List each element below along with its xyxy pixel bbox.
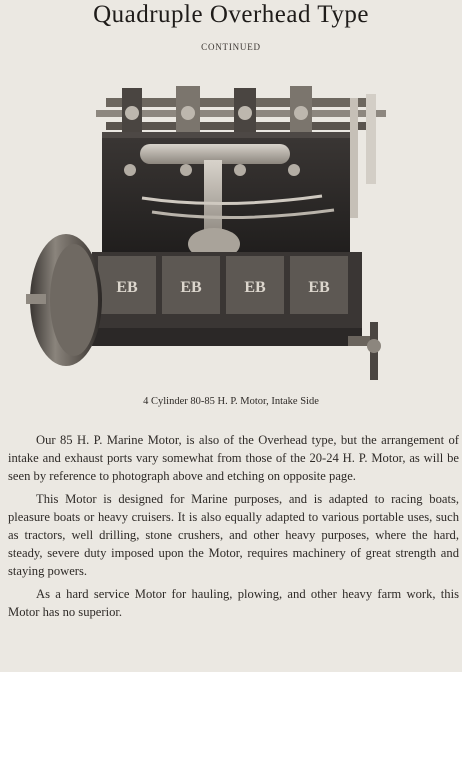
nameplate-monogram: EB (308, 279, 330, 296)
figure-caption: 4 Cylinder 80-85 H. P. Motor, Intake Side (143, 396, 319, 407)
paragraph: As a hard service Motor for hauling, plowing, and other heavy farm work, this Motor has no superior. (8, 587, 459, 620)
nameplate-monogram: EB (180, 279, 202, 296)
flywheel (26, 234, 102, 366)
paragraph: This Motor is designed for Marine purposes, and is adapted to racing boats, pleasure boats or heavy cruisers. It is also equally adapted to various portable uses, such as tractors, well drilling, stone crushers, and other heavy purposes, where the hard, steady, severe duty imposed upon the Motor, requires machinery of great strength and staying powers. (8, 492, 459, 578)
crankcase (92, 252, 381, 380)
body-text (8, 432, 459, 628)
motor-photograph (22, 84, 438, 390)
nameplate-monogram: EB (244, 279, 266, 296)
page-title: Quadruple Overhead Type (93, 1, 369, 28)
paragraph: Our 85 H. P. Marine Motor, is also of the Overhead type, but the arrangement of intake and exhaust ports vary somewhat from those of the 20-24 H. P. Motor, as will be seen by reference to photograph above and etching on opposite page. (8, 433, 459, 483)
page-subtitle: CONTINUED (201, 42, 261, 52)
nameplate-monogram: EB (116, 279, 138, 296)
